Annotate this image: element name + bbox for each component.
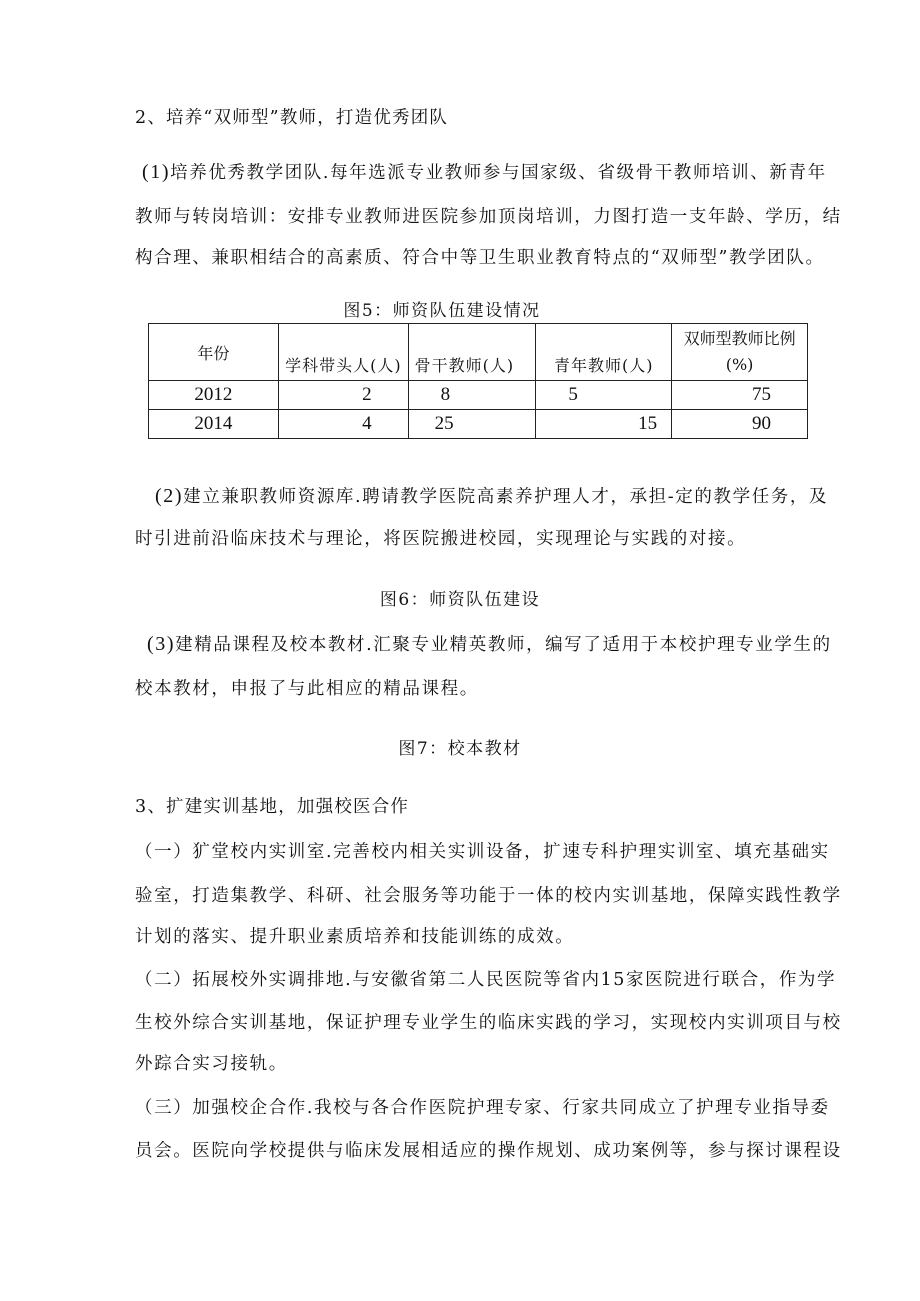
header-dual-ratio-label: 双师型教师比例 bbox=[683, 329, 796, 348]
cell-dual-ratio: 90 bbox=[672, 410, 808, 439]
table-row bbox=[149, 381, 808, 410]
section-2-heading: 2、培养“双师型”教师，打造优秀团队 bbox=[135, 108, 449, 128]
cell-dual-ratio: 75 bbox=[672, 381, 808, 410]
table-row bbox=[149, 410, 808, 439]
cell-young-teacher: 15 bbox=[536, 410, 672, 439]
header-discipline-leader: 学科带头人(人) bbox=[278, 324, 408, 381]
header-dual-ratio bbox=[672, 324, 808, 381]
cell-backbone-teacher: 8 bbox=[408, 381, 536, 410]
section-3-para-1-line-2: 验室，打造集教学、科研、社会服务等功能于一体的校内实训基地，保障实践性教学 bbox=[135, 886, 842, 906]
header-dual-ratio-unit: (%) bbox=[725, 355, 754, 374]
table-header-row bbox=[149, 324, 808, 381]
section-3-para-3-line-2: 员会。医院向学校提供与临床发展相适应的操作规划、成功案例等，参与探讨课程设 bbox=[135, 1141, 842, 1161]
paragraph-3-line-2: 校本教材，申报了与此相应的精品课程。 bbox=[135, 679, 479, 699]
paragraph-1-line-2: 教师与转岗培训：安排专业教师进医院参加顶岗培训，力图打造一支年龄、学历，结 bbox=[135, 207, 842, 227]
cell-discipline-leader: 4 bbox=[278, 410, 408, 439]
section-3-para-2-line-1: （二）拓展校外实调排地.与安徽省第二人民医院等省内15家医院进行联合，作为学 bbox=[135, 970, 837, 990]
paragraph-2-line-2: 时引进前沿临床技术与理论，将医院搬进校园，实现理论与实践的对接。 bbox=[135, 529, 747, 549]
section-3-para-2-line-3: 外踪合实习接轨。 bbox=[135, 1054, 288, 1074]
cell-year: 2014 bbox=[149, 410, 279, 439]
section-3-para-3-line-1: （三）加强校企合作.我校与各合作医院护理专家、行家共同成立了护理专业指导委 bbox=[135, 1098, 830, 1118]
paragraph-1-line-3: 构合理、兼职相结合的高素质、符合中等卫生职业教育特点的“双师型”教学团队。 bbox=[135, 248, 825, 268]
header-backbone-teacher: 骨干教师(人) bbox=[408, 324, 536, 381]
paragraph-3-number: (3) bbox=[147, 633, 176, 655]
cell-backbone-teacher: 25 bbox=[408, 410, 536, 439]
section-3-para-2-line-2: 生校外综合实训基地，保证护理专业学生的临床实践的学习，实现校内实训项目与校 bbox=[135, 1013, 842, 1033]
figure-5-caption: 图5：师资队伍建设情况 bbox=[343, 301, 541, 321]
cell-young-teacher: 5 bbox=[536, 381, 672, 410]
figure-6-caption: 图6：师资队伍建设 bbox=[379, 590, 541, 610]
staff-table bbox=[148, 323, 808, 439]
header-young-teacher: 青年教师(人) bbox=[536, 324, 672, 381]
section-3-para-1-line-3: 计划的落实、提升职业素质培养和技能训练的成效。 bbox=[135, 927, 575, 947]
paragraph-1-number: (1) bbox=[142, 161, 171, 183]
section-3-heading: 3、扩建实训基地，加强校医合作 bbox=[135, 797, 410, 817]
section-3-para-1-line-1: （一）犷堂校内实训室.完善校内相关实训设备，扩速专科护理实训室、填充基础实 bbox=[135, 842, 830, 862]
cell-year: 2012 bbox=[149, 381, 279, 410]
figure-7-caption: 图7：校本教材 bbox=[398, 739, 522, 759]
paragraph-2-line-1: (2)建立兼职教师资源库.聘请教学医院高素养护理人才，承担-定的教学任务，及 bbox=[155, 485, 829, 507]
header-year: 年份 bbox=[149, 324, 279, 381]
paragraph-1-line-1: (1)培养优秀教学团队.每年选派专业教师参与国家级、省级骨干教师培训、新青年 bbox=[142, 161, 827, 183]
cell-discipline-leader: 2 bbox=[278, 381, 408, 410]
paragraph-3-line-1: (3)建精品课程及校本教材.汇聚专业精英教师，编写了适用于本校护理专业学生的 bbox=[147, 633, 832, 655]
paragraph-2-number: (2) bbox=[155, 485, 184, 507]
